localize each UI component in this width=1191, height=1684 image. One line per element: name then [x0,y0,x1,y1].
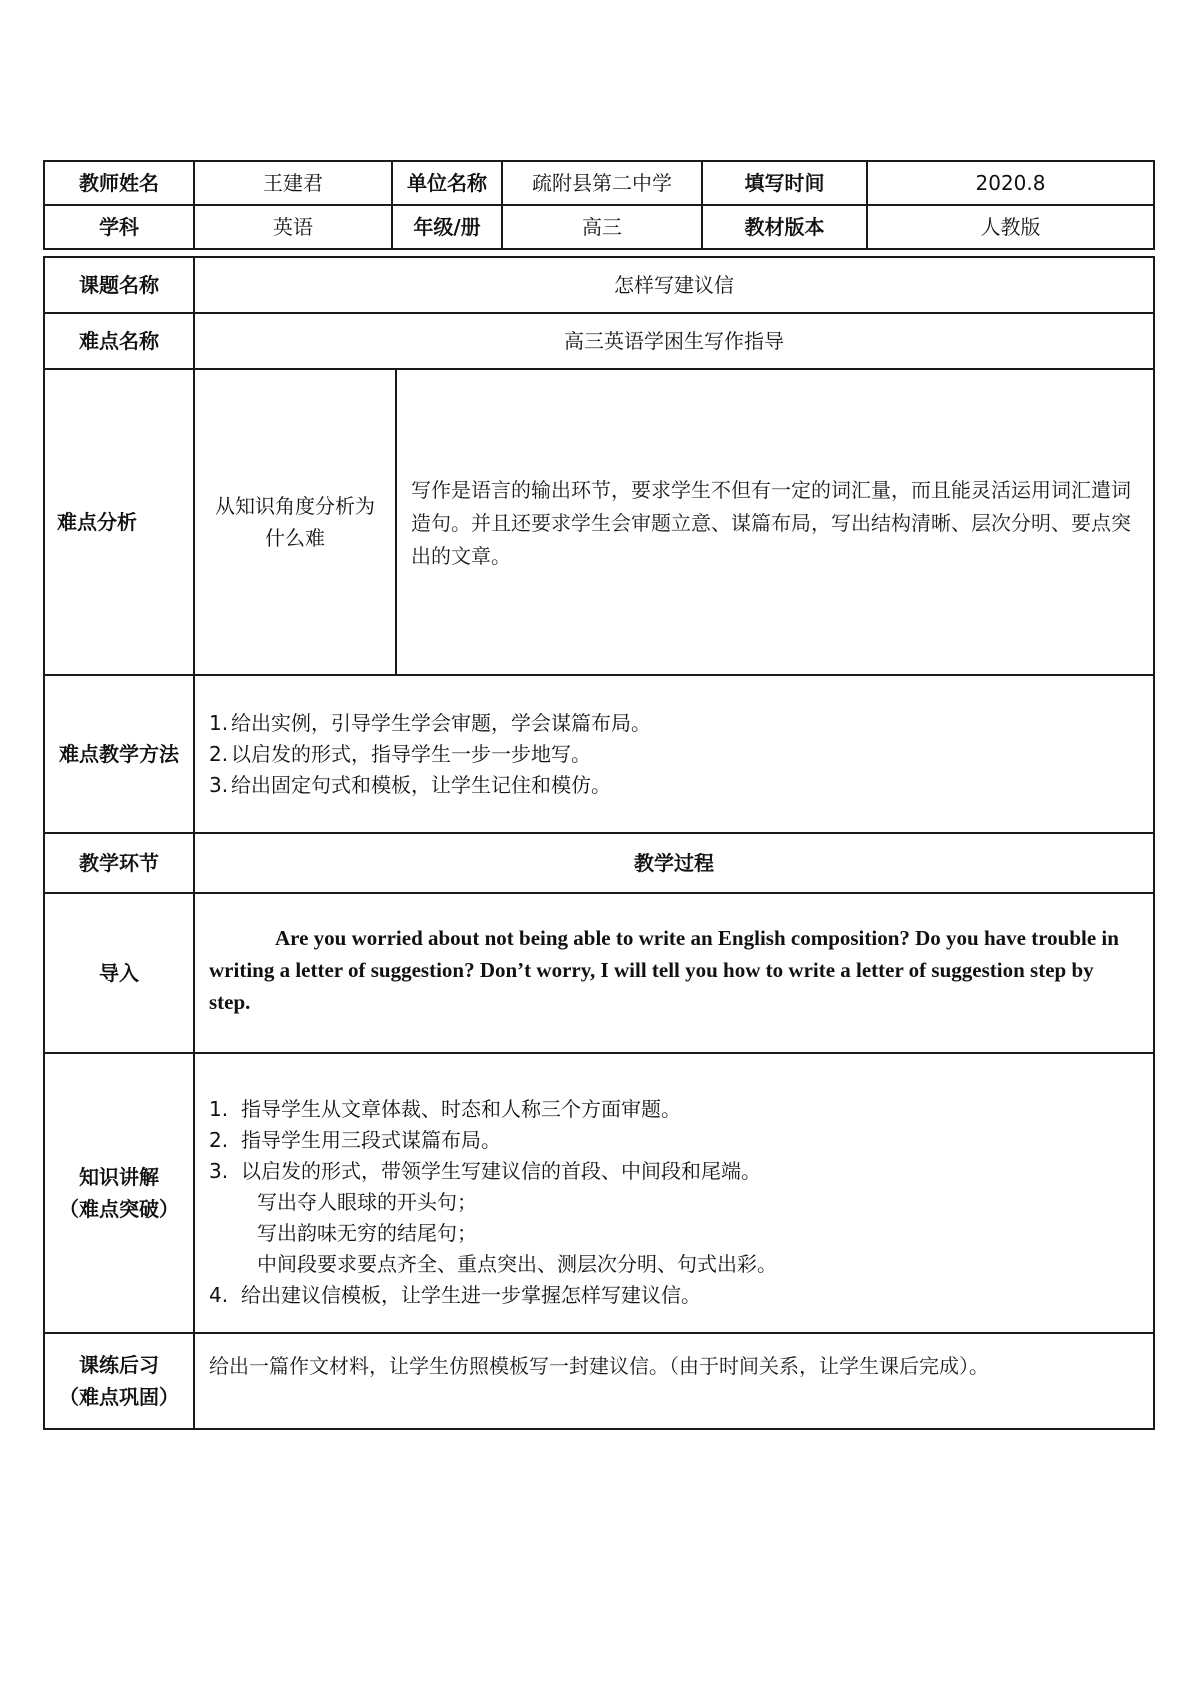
analysis-label: 难点分析 [44,369,194,675]
difficulty-value: 高三英语学困生写作指导 [194,313,1154,369]
difficulty-label: 难点名称 [44,313,194,369]
header-row-1 [44,161,1154,205]
unit-value: 疏附县第二中学 [502,161,702,205]
practice-label-line1: 课练后习 [79,1353,159,1377]
method-list [209,708,1139,801]
knowledge-item-num: 4. [209,1283,229,1307]
main-content-table [43,256,1155,1430]
method-item-num: 3. [209,772,229,797]
knowledge-item [209,1094,1139,1125]
knowledge-item-text: 指导学生从文章体裁、时态和人称三个方面审题。 [241,1097,681,1121]
process-title: 教学过程 [194,833,1154,893]
knowledge-item [209,1280,1139,1311]
unit-label: 单位名称 [392,161,502,205]
analysis-sub-label: 从知识角度分析为什么难 [194,369,396,675]
method-item [209,770,1139,801]
knowledge-content [194,1053,1154,1333]
knowledge-sub-item: 写出夺人眼球的开头句； [257,1190,477,1214]
date-value: 2020.8 [867,161,1154,205]
lesson-plan-sheet [43,160,1153,1430]
method-item [209,708,1139,739]
teacher-value: 王建君 [194,161,392,205]
method-item-num: 2. [209,741,229,766]
knowledge-item-num: 3. [209,1159,229,1183]
analysis-row [44,369,1154,675]
practice-text: 给出一篇作文材料，让学生仿照模板写一封建议信。（由于时间关系，让学生课后完成）。 [194,1333,1154,1429]
knowledge-label-line2: （难点突破） [59,1197,179,1221]
practice-label [44,1333,194,1429]
intro-text: Are you worried about not being able to write an English composition? Do you have trouble in writing a letter of suggestion? Don’t worry, I will tell you how to write a letter of suggestion step by step. [194,893,1154,1053]
knowledge-item-num: 2. [209,1128,229,1152]
edition-label: 教材版本 [702,205,867,249]
knowledge-row [44,1053,1154,1333]
analysis-text: 写作是语言的输出环节，要求学生不但有一定的词汇量，而且能灵活运用词汇遣词造句。并且还要求学生会审题立意、谋篇布局，写出结构清晰、层次分明、要点突出的文章。 [396,369,1154,675]
method-item-text: 给出固定句式和模板，让学生记住和模仿。 [231,772,611,797]
topic-label: 课题名称 [44,257,194,313]
method-item [209,739,1139,770]
topic-value: 怎样写建议信 [194,257,1154,313]
subject-value: 英语 [194,205,392,249]
date-label: 填写时间 [702,161,867,205]
method-item-text: 以启发的形式，指导学生一步一步地写。 [231,741,591,766]
knowledge-item [209,1156,1139,1187]
method-item-text: 给出实例，引导学生学会审题，学会谋篇布局。 [231,710,651,735]
process-label: 教学环节 [44,833,194,893]
knowledge-label [44,1053,194,1333]
process-row [44,833,1154,893]
header-info-table [43,160,1155,250]
method-item-num: 1. [209,710,229,735]
header-row-2 [44,205,1154,249]
edition-value: 人教版 [867,205,1154,249]
knowledge-sub-item: 中间段要求要点齐全、重点突出、测层次分明、句式出彩。 [257,1252,777,1276]
method-label: 难点教学方法 [44,675,194,833]
subject-label: 学科 [44,205,194,249]
knowledge-item-num: 1. [209,1097,229,1121]
difficulty-row [44,313,1154,369]
knowledge-item [209,1125,1139,1156]
intro-row [44,893,1154,1053]
topic-row [44,257,1154,313]
knowledge-item-text: 以启发的形式，带领学生写建议信的首段、中间段和尾端。 [241,1159,761,1183]
grade-label: 年级/册 [392,205,502,249]
practice-label-line2: （难点巩固） [59,1385,179,1409]
knowledge-list [209,1094,1139,1311]
intro-label: 导入 [44,893,194,1053]
teacher-label: 教师姓名 [44,161,194,205]
knowledge-item-text: 指导学生用三段式谋篇布局。 [241,1128,501,1152]
knowledge-item-text: 给出建议信模板，让学生进一步掌握怎样写建议信。 [241,1283,701,1307]
grade-value: 高三 [502,205,702,249]
knowledge-sub-item: 写出韵味无穷的结尾句； [257,1221,477,1245]
practice-row [44,1333,1154,1429]
method-row [44,675,1154,833]
knowledge-label-line1: 知识讲解 [79,1165,159,1189]
method-content [194,675,1154,833]
